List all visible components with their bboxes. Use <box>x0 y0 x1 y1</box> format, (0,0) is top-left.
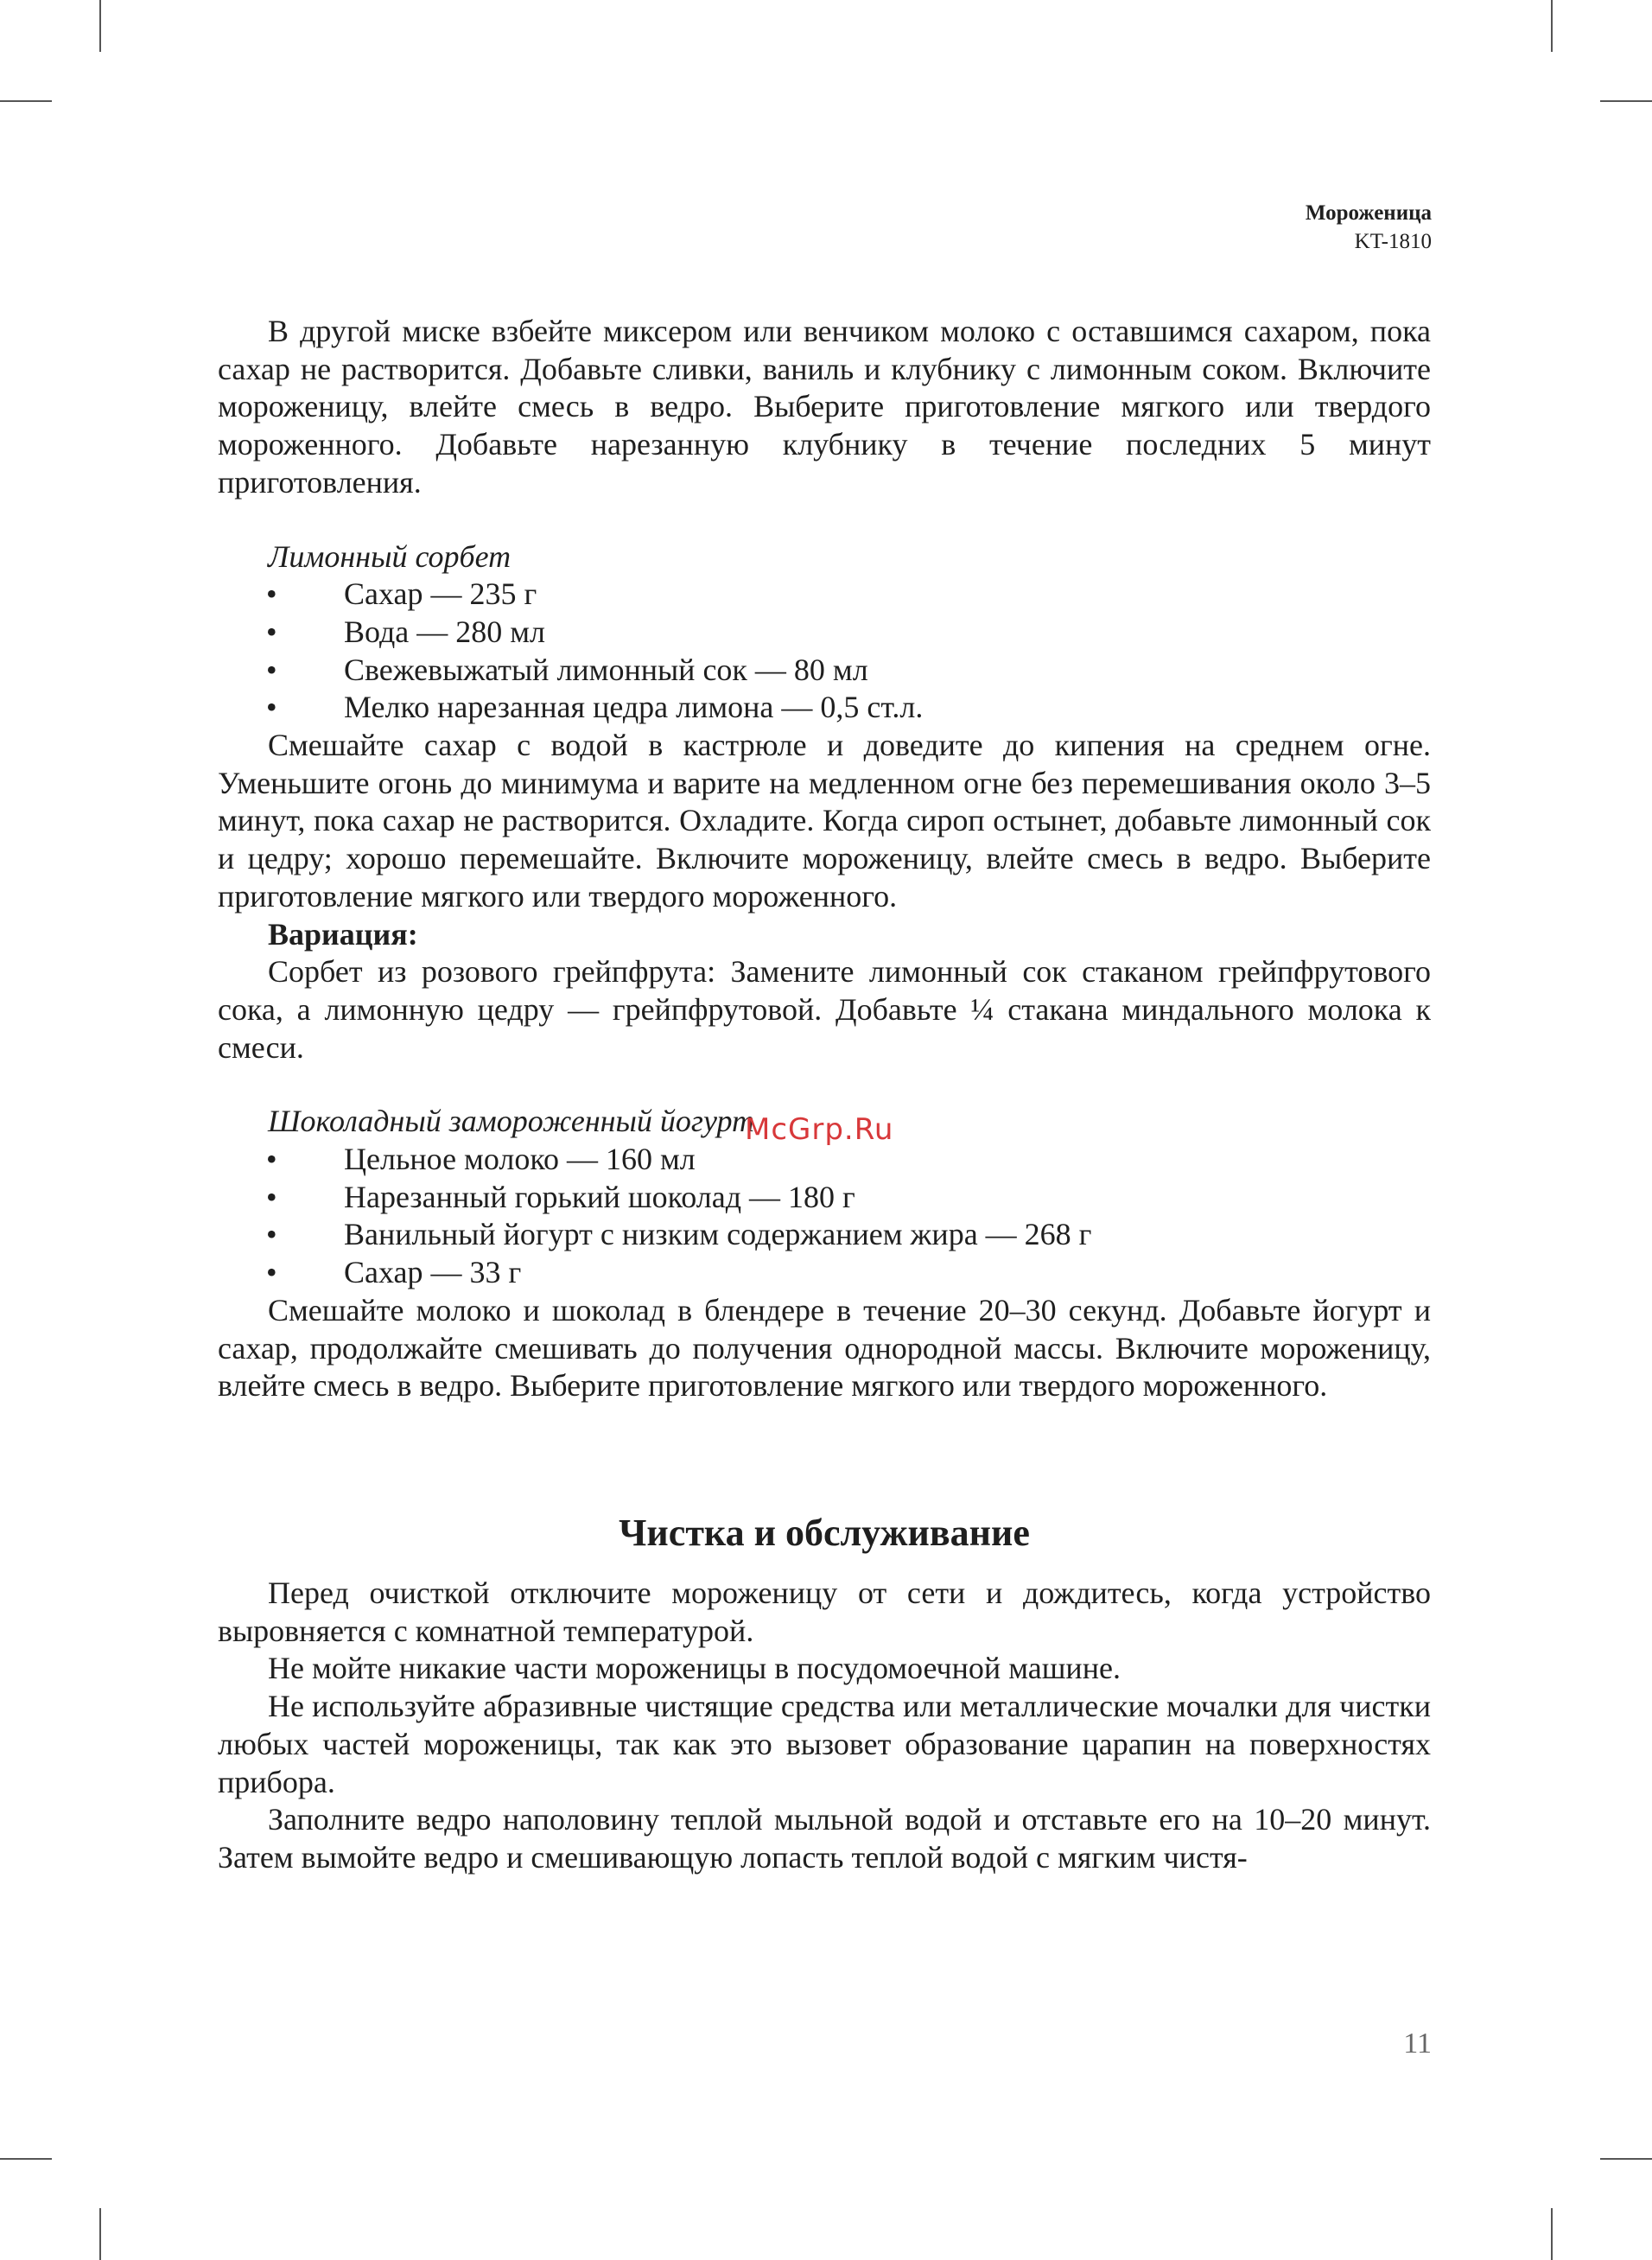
crop-mark <box>99 0 101 52</box>
running-header <box>1306 199 1432 256</box>
cleaning-paragraph: Не используйте абразивные чистящие средства или металлические мочалки для чистки любых частей мороженицы, так как это вызовет образование царапин на поверхностях прибора. <box>218 1689 1431 1799</box>
crop-mark <box>1600 2158 1652 2160</box>
intro-paragraph: В другой миске взбейте миксером или венчиком молоко с оставшимся сахаром, пока сахар не растворится. Добавьте сливки, ваниль и клубнику с лимонным соком. Включите мороженицу, влейте смесь в ведро. Выберите приготовление мягкого или твердого мороженного. Добавьте нарезанную клубнику в течение последних 5 минут приготовления. <box>218 314 1431 500</box>
list-item: • Сахар — 33 г <box>266 1255 522 1290</box>
variation-label: Вариация: <box>268 916 418 952</box>
cleaning-paragraph: Перед очисткой отключите мороженицу от сети и дождитесь, когда устройство выровняется с комнатной температурой. <box>218 1575 1431 1648</box>
crop-mark <box>0 2158 52 2160</box>
list-item: • Нарезанный горький шоколад — 180 г <box>266 1179 855 1214</box>
list-item: • Вода — 280 мл <box>266 614 546 649</box>
page-content <box>218 313 1431 1877</box>
cleaning-section-title: Чистка и обслуживание <box>619 1511 1030 1554</box>
list-item: • Ванильный йогурт с низким содержанием жира — 268 г <box>266 1217 1092 1252</box>
chocolate-ingredients-list <box>218 1141 1431 1292</box>
crop-mark <box>1551 0 1553 52</box>
variation-text: Сорбет из розового грейпфрута: Замените лимонный сок стаканом грейпфрутового сока, а лимонную цедру — грейпфрутовой. Добавьте ¼ стакана миндального молока к смеси. <box>218 954 1431 1065</box>
list-item: • Сахар — 235 г <box>266 576 537 612</box>
lemon-method: Смешайте сахар с водой в кастрюле и доведите до кипения на среднем огне. Уменьшите огонь до минимума и варите на медленном огне без перемешивания около 3–5 минут, пока сахар не растворится. Охладите. Когда сироп остынет, добавьте лимонный сок и цедру; хорошо перемешайте. Включите мороженицу, влейте смесь в ведро. Выберите приготовление мягкого или твердого мороженного. <box>218 728 1431 914</box>
header-model: KT-1810 <box>1354 230 1432 253</box>
list-item: • Мелко нарезанная цедра лимона — 0,5 ст.л. <box>266 690 924 725</box>
cleaning-paragraph: Не мойте никакие части мороженицы в посудомоечной машине. <box>268 1651 1121 1686</box>
watermark: McGrp.Ru <box>745 1112 894 1147</box>
cleaning-paragraph: Заполните ведро наполовину теплой мыльной водой и отставьте его на 10–20 минут. Затем вымойте ведро и смешивающую лопасть теплой водой с мягким чистя- <box>218 1802 1431 1875</box>
crop-mark <box>0 100 52 102</box>
crop-mark <box>99 2208 101 2260</box>
chocolate-yogurt-title: Шоколадный замороженный йогурт <box>268 1104 754 1139</box>
crop-mark <box>1600 100 1652 102</box>
lemon-ingredients-list <box>218 576 1431 727</box>
lemon-sorbet-title: Лимонный сорбет <box>268 538 511 574</box>
list-item: • Свежевыжатый лимонный сок — 80 мл <box>266 652 868 687</box>
crop-mark <box>1551 2208 1553 2260</box>
page-number: 11 <box>1403 2028 1432 2059</box>
list-item: • Цельное молоко — 160 мл <box>266 1142 696 1177</box>
header-brand: Мороженица <box>1305 201 1432 225</box>
chocolate-method: Смешайте молоко и шоколад в блендере в течение 20–30 секунд. Добавьте йогурт и сахар, продолжайте смешивать до получения однородной массы. Включите мороженицу, влейте смесь в ведро. Выберите приготовление мягкого или твердого мороженного. <box>218 1292 1431 1404</box>
